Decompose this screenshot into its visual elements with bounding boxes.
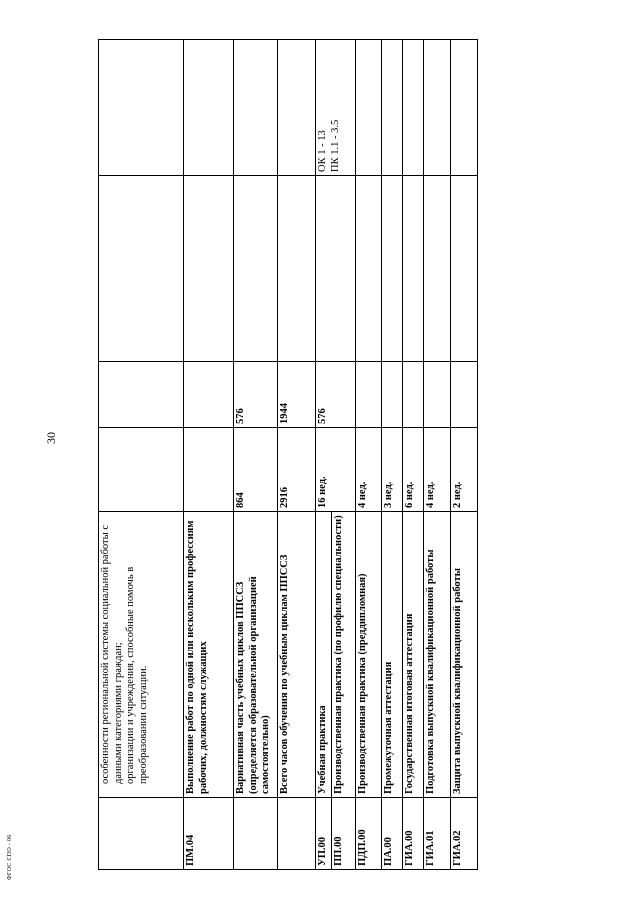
disciplines-cell <box>316 176 356 362</box>
table-row <box>184 40 234 870</box>
required-hours <box>355 362 381 428</box>
row-code <box>278 798 316 870</box>
curriculum-table <box>98 39 478 870</box>
row-name: Выполнение работ по одной или нескольким профессиям рабочих, должностям служащих <box>184 512 234 798</box>
disciplines-cell <box>381 176 402 362</box>
row-code: ПДП.00 <box>355 798 381 870</box>
row-code: ПП.00 <box>331 798 355 870</box>
page-number: 30 <box>44 432 58 444</box>
disciplines-cell <box>184 176 234 362</box>
total-hours: 3 нед. <box>381 428 402 512</box>
table-row <box>381 40 402 870</box>
table-row <box>450 40 477 870</box>
disciplines-cell <box>234 176 278 362</box>
table-row <box>234 40 278 870</box>
row-name: Производственная практика (преддипломная) <box>355 512 381 798</box>
total-hours: 2916 <box>278 428 316 512</box>
table-row <box>316 40 332 870</box>
table-row <box>355 40 381 870</box>
competencies-cell <box>381 40 402 176</box>
row-name: Государственная итоговая аттестация <box>402 512 423 798</box>
competencies-cell <box>450 40 477 176</box>
disciplines-cell <box>99 176 184 362</box>
disciplines-cell <box>450 176 477 362</box>
total-hours <box>184 428 234 512</box>
total-hours: 4 нед. <box>423 428 450 512</box>
row-name-line: организации и учреждения, способные помочь в преобразовании ситуации. <box>125 566 149 784</box>
row-code: ПМ.04 <box>184 798 234 870</box>
competencies-cell <box>423 40 450 176</box>
competencies-cell <box>402 40 423 176</box>
table-row <box>99 40 184 870</box>
row-name: Подготовка выпускной квалификационной работы <box>423 512 450 798</box>
total-hours <box>99 428 184 512</box>
competency-ok: ОК 1 - 13 <box>317 130 328 172</box>
row-code: ГИА.02 <box>450 798 477 870</box>
row-name: Защита выпускной квалификационной работы <box>450 512 477 798</box>
row-code: ГИА.00 <box>402 798 423 870</box>
required-hours <box>99 362 184 428</box>
total-hours: 864 <box>234 428 278 512</box>
row-code: ПА.00 <box>381 798 402 870</box>
table-row <box>278 40 316 870</box>
disciplines-cell <box>402 176 423 362</box>
competencies-cell <box>316 40 356 176</box>
row-name: Промежуточная аттестация <box>381 512 402 798</box>
total-hours: 16 нед. <box>316 428 356 512</box>
disciplines-cell <box>278 176 316 362</box>
required-hours <box>423 362 450 428</box>
competencies-cell <box>234 40 278 176</box>
required-hours <box>450 362 477 428</box>
total-hours: 4 нед. <box>355 428 381 512</box>
required-hours: 576 <box>316 362 356 428</box>
table-row <box>402 40 423 870</box>
competencies-cell <box>99 40 184 176</box>
competencies-cell <box>355 40 381 176</box>
required-hours: 1944 <box>278 362 316 428</box>
competencies-cell <box>278 40 316 176</box>
row-code <box>99 798 184 870</box>
row-name-text: Вариативная часть учебных циклов ППССЗ (определяется образовательной организацией самостоятельно) <box>235 576 272 794</box>
row-name <box>99 512 184 798</box>
table-row <box>423 40 450 870</box>
required-hours: 576 <box>234 362 278 428</box>
required-hours <box>184 362 234 428</box>
row-code: УП.00 <box>316 798 332 870</box>
competencies-cell <box>184 40 234 176</box>
row-name-line: особенности региональной системы социальной работы с данными категориями граждан; <box>100 525 124 784</box>
competency-pk: ПК 1.1 - 3.5 <box>329 119 341 172</box>
total-hours: 6 нед. <box>402 428 423 512</box>
disciplines-cell <box>355 176 381 362</box>
rotated-table-wrapper <box>98 40 471 870</box>
row-code: ГИА.01 <box>423 798 450 870</box>
row-code <box>234 798 278 870</box>
footer-code: ФГОС СПО - 06 <box>7 834 13 880</box>
row-name <box>234 512 278 798</box>
required-hours <box>402 362 423 428</box>
disciplines-cell <box>423 176 450 362</box>
row-name: Всего часов обучения по учебным циклам ППССЗ <box>278 512 316 798</box>
required-hours <box>381 362 402 428</box>
total-hours: 2 нед. <box>450 428 477 512</box>
row-name: Производственная практика (по профилю специальности) <box>331 512 355 798</box>
row-name: Учебная практика <box>316 512 332 798</box>
